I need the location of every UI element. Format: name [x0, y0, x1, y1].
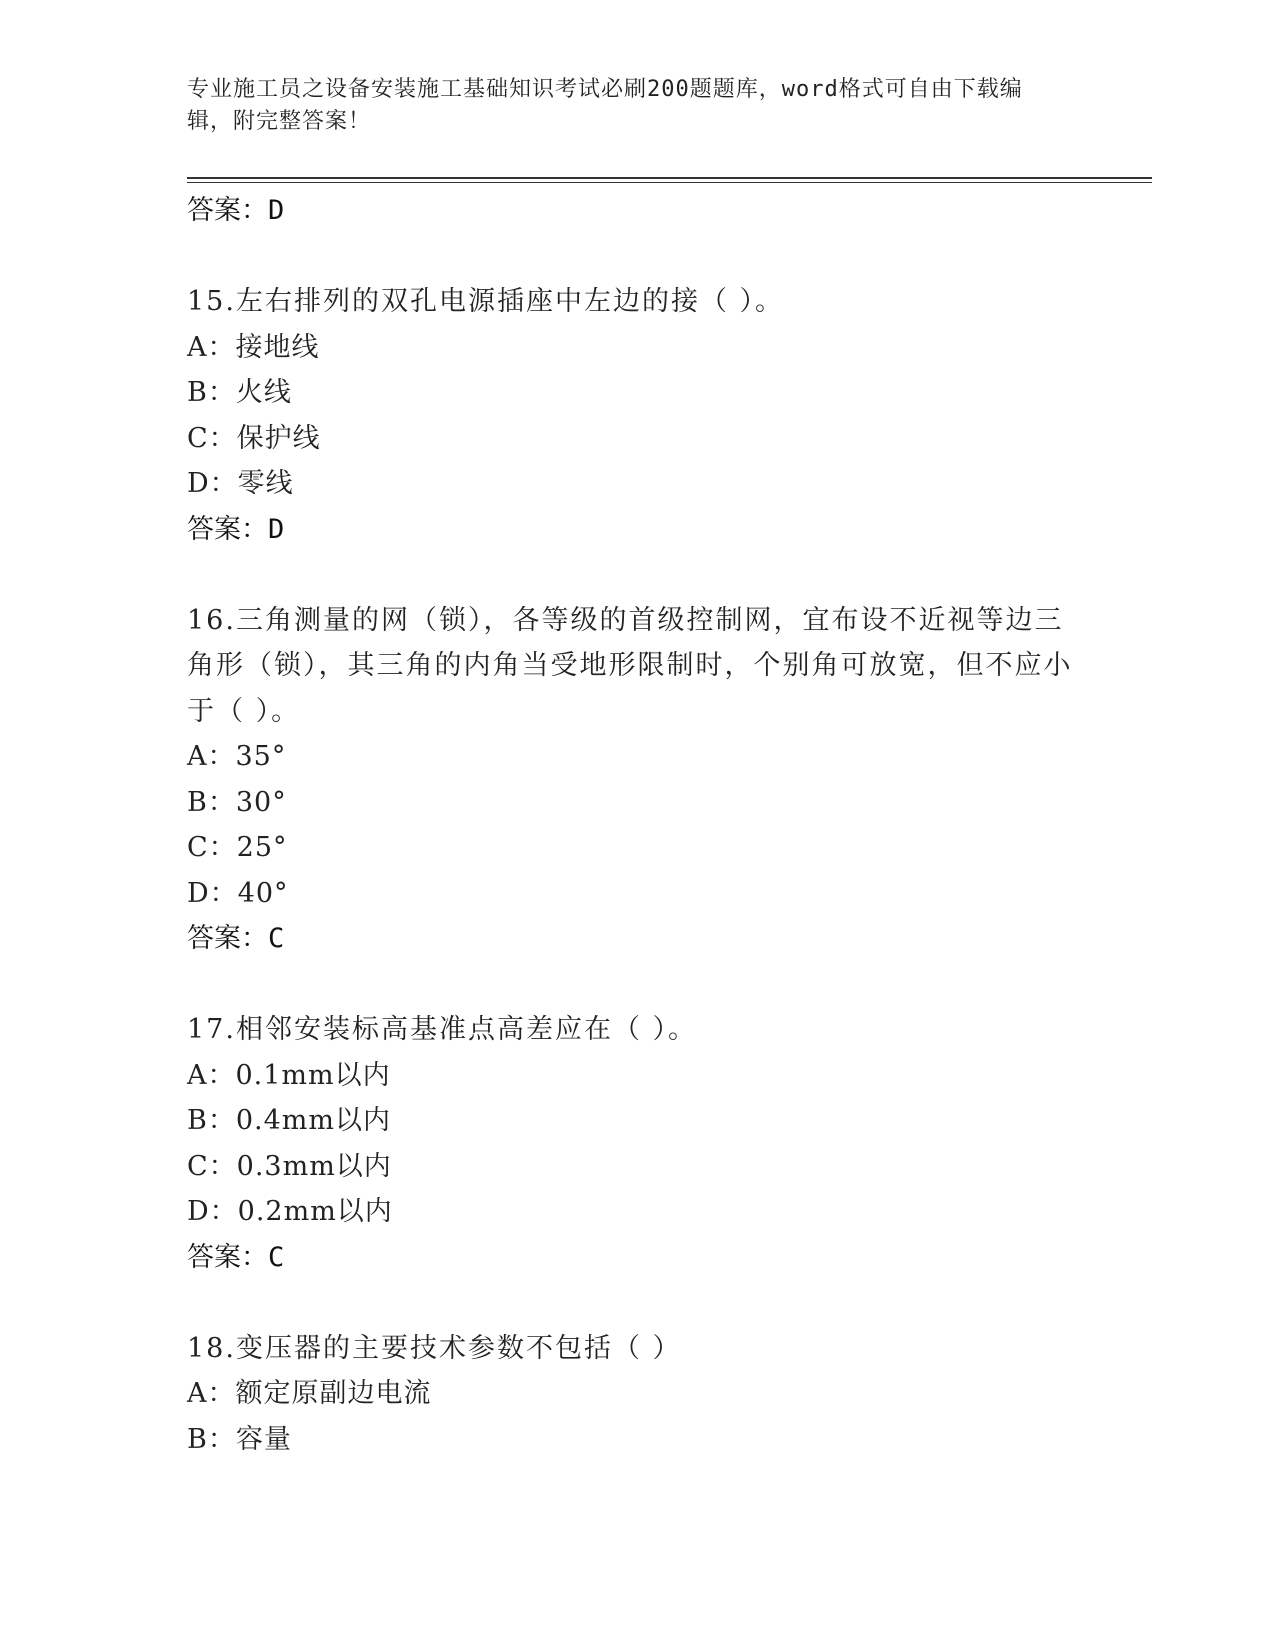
option-a: A：0.1mm以内 [187, 1059, 391, 1091]
question-text: 15.左右排列的双孔电源插座中左边的接（ ）。 [187, 286, 785, 317]
spacer [187, 962, 1087, 1007]
option-a: A：额定原副边电流 [187, 1378, 432, 1409]
spacer [187, 553, 1087, 598]
answer-line: 答案：C [187, 923, 285, 954]
option-d: D：零线 [187, 468, 294, 499]
option-d: D：40° [187, 877, 289, 909]
question-block [187, 1007, 1087, 1281]
option-a: A：35° [187, 741, 287, 772]
option-b: B：容量 [187, 1423, 292, 1455]
question-list [187, 188, 1087, 1462]
answer-line: 答案：D [187, 513, 285, 545]
question-block [187, 598, 1087, 963]
option-b: B：0.4mm以内 [187, 1105, 391, 1136]
spacer [187, 1281, 1087, 1326]
option-c: C：25° [187, 832, 288, 863]
question-text: 17.相邻安装标高基准点高差应在（ ）。 [187, 1014, 698, 1045]
option-b: B：火线 [187, 377, 292, 408]
option-c: C：保护线 [187, 422, 321, 454]
question-block [187, 279, 1087, 553]
option-c: C：0.3mm以内 [187, 1150, 392, 1182]
option-d: D：0.2mm以内 [187, 1196, 393, 1227]
question-text: 16.三角测量的网（锁），各等级的首级控制网，宜布设不近视等边三角形（锁），其三角的内角当受地形限制时，个别角可放宽，但不应小于（ ）。 [187, 604, 1073, 727]
header-divider [187, 177, 1152, 179]
header-divider-thin [187, 182, 1152, 183]
question-block [187, 1326, 1087, 1463]
page-title: 专业施工员之设备安装施工基础知识考试必刷200题题库，word格式可自由下载编辑，附完整答案！ [187, 77, 1023, 134]
answer-line: 答案：D [187, 195, 285, 226]
spacer [187, 234, 1087, 279]
option-a: A：接地线 [187, 331, 320, 363]
answer-line: 答案：C [187, 1241, 285, 1273]
option-b: B：30° [187, 786, 287, 818]
question-text: 18.变压器的主要技术参数不包括（ ） [187, 1332, 682, 1364]
